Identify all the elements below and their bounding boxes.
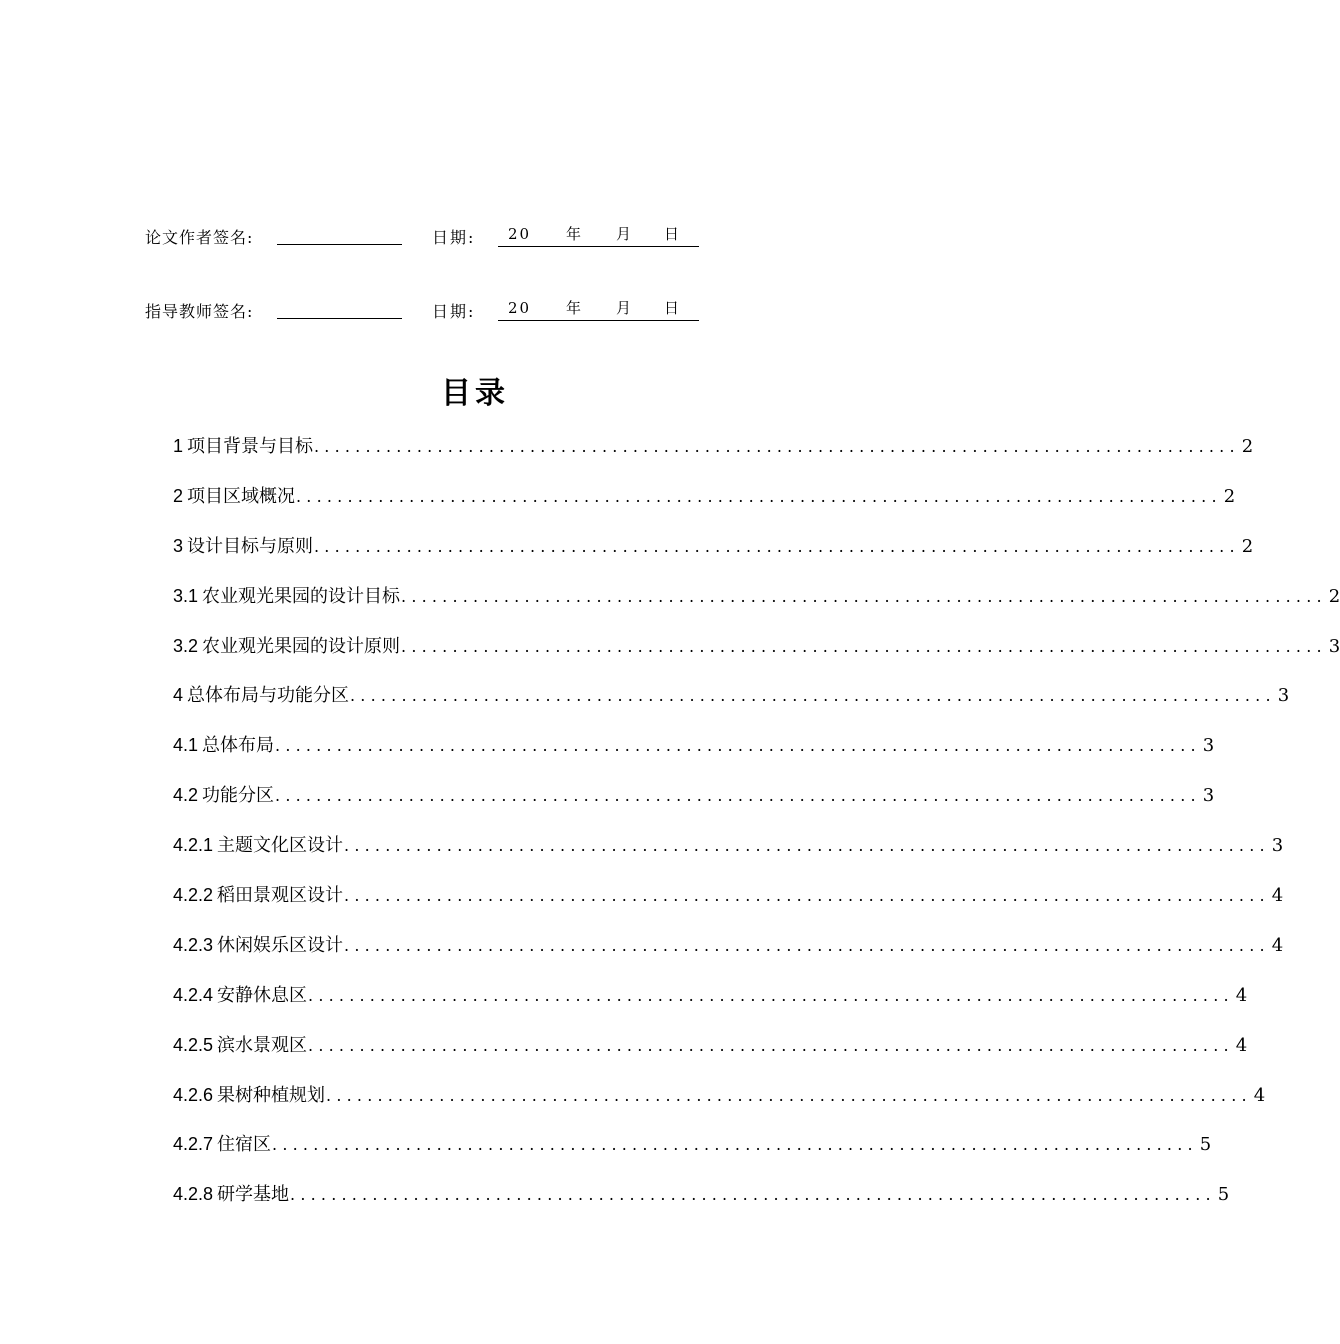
toc-entry-number: 4.2.3	[173, 934, 214, 955]
toc-entry-title: 主题文化区设计	[217, 835, 344, 857]
toc-entry[interactable]	[173, 1027, 1248, 1077]
toc-entry-page: 4	[1271, 934, 1284, 956]
toc-entry[interactable]	[173, 1176, 1230, 1226]
toc-entry-number: 4.2.1	[173, 835, 214, 856]
advisor-date-month-unit: 月	[616, 299, 632, 317]
author-date-year-prefix: 20	[508, 225, 532, 243]
toc-entry-leader: ..........................................................................................	[314, 437, 1240, 456]
toc-entry-title: 果树种植规划	[217, 1084, 326, 1106]
toc-entry-leader: ..........................................................................................	[314, 536, 1240, 556]
toc-entry-number: 4.2.6	[173, 1084, 214, 1105]
toc-entry-leader: ..........................................................................................	[275, 736, 1201, 756]
toc-entry-page: 2	[1223, 485, 1236, 507]
toc-entry-title: 农业观光果园的设计目标	[202, 585, 401, 607]
toc-entry[interactable]	[173, 677, 1290, 727]
toc-entry-page: 3	[1328, 635, 1340, 657]
advisor-signature-line[interactable]	[277, 300, 402, 319]
toc-entry-page: 2	[1241, 436, 1254, 457]
toc-entry[interactable]	[173, 827, 1284, 877]
toc-entry-number: 3.2	[173, 635, 199, 656]
toc-entry-title: 研学基地	[217, 1184, 290, 1206]
author-signature-line[interactable]	[277, 226, 402, 245]
toc-entry-leader: ..........................................................................................	[344, 836, 1270, 856]
toc-entry-page: 4	[1253, 1084, 1266, 1106]
toc-entry-leader: ..........................................................................................	[344, 886, 1270, 906]
toc-entry-page: 3	[1277, 685, 1290, 707]
toc-entry[interactable]	[173, 428, 1254, 478]
toc-entry-leader: ..........................................................................................	[296, 486, 1222, 506]
toc-entry-page: 3	[1271, 835, 1284, 857]
toc-entry-page: 2	[1241, 535, 1254, 557]
toc-entry-page: 5	[1217, 1184, 1230, 1206]
toc-entry[interactable]	[173, 478, 1236, 528]
toc-entry-leader: ..........................................................................................	[272, 1135, 1198, 1155]
toc-entry-leader: ..........................................................................................	[350, 686, 1276, 706]
author-date-year-unit: 年	[566, 225, 582, 243]
toc-entry-page: 4	[1235, 1034, 1248, 1056]
toc-entry-page: 5	[1199, 1134, 1212, 1156]
toc-entry[interactable]	[173, 628, 1340, 678]
advisor-date-label: 日期:	[432, 302, 476, 321]
toc-entry-title: 总体布局	[202, 735, 275, 757]
toc-entry-title: 稻田景观区设计	[217, 885, 344, 907]
author-signature-label: 论文作者签名:	[145, 228, 254, 247]
toc-entry-title: 住宿区	[217, 1134, 272, 1156]
toc-entry-number: 4.2.7	[173, 1134, 214, 1155]
toc-entry-title: 休闲娱乐区设计	[217, 934, 344, 956]
advisor-date-year-unit: 年	[566, 299, 582, 317]
toc-entry-page: 4	[1271, 885, 1284, 907]
author-date-day-unit: 日	[664, 225, 680, 243]
toc-entry[interactable]	[173, 1077, 1266, 1127]
toc-entry-leader: ..........................................................................................	[308, 985, 1234, 1005]
toc-entry-title: 总体布局与功能分区	[187, 685, 350, 707]
toc-entry-title: 项目背景与目标	[187, 436, 314, 457]
toc-entry-title: 项目区域概况	[187, 485, 296, 507]
author-date-month-unit: 月	[616, 225, 632, 243]
toc-entry-leader: ..........................................................................................	[344, 935, 1270, 955]
toc-entry-leader: ..........................................................................................	[290, 1185, 1216, 1205]
toc-entry[interactable]	[173, 977, 1248, 1027]
toc-entry-number: 4.2	[173, 785, 199, 806]
toc-entry-number: 4	[173, 685, 184, 706]
toc-entry-number: 4.2.5	[173, 1034, 214, 1055]
toc-entry-page: 3	[1202, 785, 1215, 807]
toc-entry-title: 农业观光果园的设计原则	[202, 635, 401, 657]
toc-entry-number: 3.1	[173, 585, 199, 606]
toc-title: 目录	[441, 376, 509, 411]
toc-entry-title: 安静休息区	[217, 984, 308, 1006]
toc-entry-page: 3	[1202, 735, 1215, 757]
toc-entry[interactable]	[173, 578, 1340, 628]
toc-entry[interactable]	[173, 877, 1284, 927]
toc-entry-leader: ..........................................................................................	[308, 1035, 1234, 1055]
toc-entry-number: 2	[173, 485, 184, 506]
toc-entry[interactable]	[173, 777, 1215, 827]
toc-entry-number: 1	[173, 436, 184, 456]
toc-list	[173, 428, 1340, 1226]
author-date-label: 日期:	[432, 228, 476, 247]
toc-entry-page: 2	[1328, 585, 1340, 607]
toc-entry-number: 3	[173, 535, 184, 556]
toc-entry-title: 功能分区	[202, 785, 275, 807]
advisor-date-day-unit: 日	[664, 299, 680, 317]
toc-entry[interactable]	[173, 727, 1215, 777]
advisor-date-year-prefix: 20	[508, 299, 532, 317]
advisor-signature-label: 指导教师签名:	[145, 302, 254, 321]
toc-entry-title: 滨水景观区	[217, 1034, 308, 1056]
toc-entry-number: 4.1	[173, 735, 199, 756]
toc-entry-page: 4	[1235, 984, 1248, 1006]
advisor-date-field[interactable]	[498, 300, 699, 321]
author-date-field[interactable]	[498, 226, 699, 247]
toc-entry-leader: ..........................................................................................	[326, 1085, 1252, 1105]
toc-entry-number: 4.2.2	[173, 885, 214, 906]
toc-entry-leader: ..........................................................................................	[401, 636, 1327, 656]
toc-entry-title: 设计目标与原则	[187, 535, 314, 557]
toc-entry[interactable]	[173, 927, 1284, 977]
toc-entry[interactable]	[173, 528, 1254, 578]
author-signature-row	[145, 226, 845, 256]
toc-entry-number: 4.2.4	[173, 984, 214, 1005]
toc-entry-leader: ..........................................................................................	[275, 786, 1201, 806]
toc-entry-leader: ..........................................................................................	[401, 586, 1327, 606]
toc-entry-number: 4.2.8	[173, 1184, 214, 1205]
toc-entry[interactable]	[173, 1126, 1212, 1176]
advisor-signature-row	[145, 300, 845, 330]
